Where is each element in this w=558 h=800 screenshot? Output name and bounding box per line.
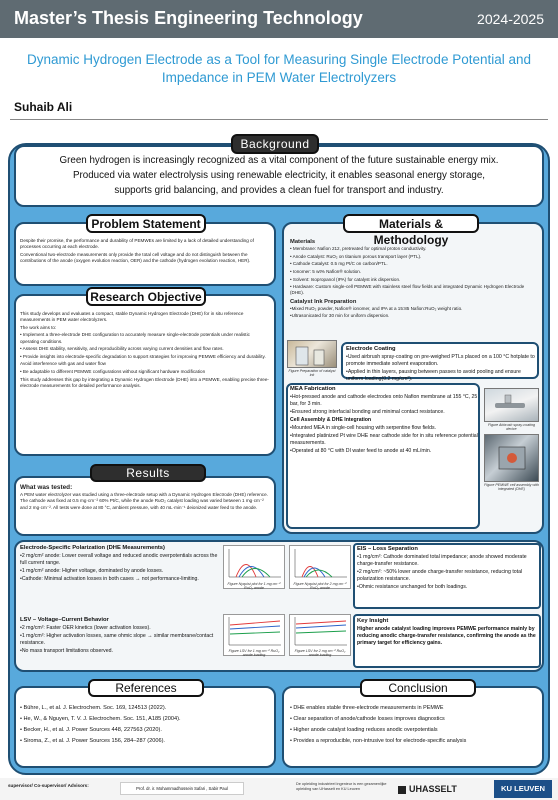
lsv-plot-2 bbox=[290, 615, 350, 649]
cell-assembly-photo bbox=[484, 434, 539, 482]
beaker-icon bbox=[288, 341, 337, 368]
lsv-plot-1 bbox=[224, 615, 284, 649]
nyquist-plot-1 bbox=[224, 546, 284, 582]
cell-assembly-caption: Figure PEMWE cell assembly with integrated (DHE) bbox=[484, 483, 539, 492]
materials-heading: Materials & Methodology bbox=[343, 214, 479, 233]
academic-year: 2024-2025 bbox=[477, 11, 544, 27]
objective-text: This study develops and evaluates a compact, stable Dynamic Hydrogen Electrode (DHE) for in situ reference measurements in PEM water electrolyzers. The work aims to: • Implement a three-electrode DHE configuration to accurately measure single-electrode potentials under realistic operating conditions. • Assess DHE stability, sensitivity, and reproducibility across varying current densities and flow rates. • Provide insights into electrode-specific degradation to support strategies for improving PEMWE efficiency and durability. Avoid interference with gas and water flow • Be adaptable to different PEMWE configurations without significant hardware modification This study addresses this gap by integrating a Dynamic Hydrogen Electrode (DHE) into a PEMWE, enabling precise three-electrode measurements for detailed performance analysis. bbox=[20, 311, 269, 388]
airbrush-icon bbox=[485, 389, 539, 422]
catalyst-ink-photo bbox=[287, 340, 337, 368]
background-text: Green hydrogen is increasingly recognized as a vital component of the future sustainable energy mix. Produced via water electrolysis using renewable electricity, it enables seasonal energy storage, supports grid balancing, and provides a clean fuel for transport and industry. bbox=[59, 155, 499, 196]
airbrush-photo bbox=[484, 388, 539, 422]
lsv-caption-1: Figure LSV for 1 mg cm⁻² RuO₂ anode loading bbox=[228, 649, 280, 658]
footer bbox=[0, 778, 558, 800]
mea-fabrication-text: MEA Fabrication •Hot-pressed anode and cathode electrodes onto Nafion membrane at 155 °C, 25 bar, for 3 min. •Ensured strong interfacial bonding and minimal contact resistance. Cell Assembly & DHE Integration •Mounted MEA in single-cell housing with serpentine flow fields. •Integrated platinized Pt wire DHE near cathode side for in situ reference potential measurements. •Operated at 80 °C with DI water feed to anode at 40 mL/min. bbox=[290, 386, 478, 454]
program-title: Master’s Thesis Engineering Technology bbox=[14, 8, 363, 28]
uhasselt-mark-icon bbox=[398, 786, 406, 794]
key-insight-text: Key Insight Higher anode catalyst loading improves PEMWE performance mainly by reducing anodic charge-transfer resistance, confirming the anode as the primary target for efficiency gains. bbox=[357, 618, 536, 646]
eis-text: EIS – Loss Separation •1 mg/cm²: Cathode dominated total impedance; anode showed moderate charge-transfer resistance. •2 mg/cm²: ~50% lower anode charge-transfer resistance, reducing total polarization resistance. •Ohmic resistance unchanged for both loadings. bbox=[357, 546, 527, 590]
references-heading: References bbox=[88, 679, 204, 697]
problem-statement-heading: Problem Statement bbox=[86, 214, 206, 233]
conclusion-list: • DHE enables stable three-electrode measurements in PEMWE • Clear separation of anode/cathode losses improves diagnostics • Higher anode catalyst loading reduces anodic overpotentials • Provides a reproducible, non-intrusive tool for electrode-specific analysis bbox=[290, 705, 467, 744]
lsv-caption-2: Figure LSV for 2 mg cm⁻² RuO₂ anode loading bbox=[294, 649, 346, 658]
poster-title: Dynamic Hydrogen Electrode as a Tool for Measuring Single Electrode Potential and Impedance in PEM Water Electrolyzers bbox=[26, 52, 532, 85]
nyquist-caption-1: Figure Nyquist plot for 1 mg cm⁻² RuO₂ anode bbox=[227, 582, 281, 591]
kuleuven-logo: KU LEUVEN bbox=[494, 780, 552, 798]
nyquist-caption-2: Figure Nyquist plot for 2 mg cm⁻² RuO₂ anode bbox=[293, 582, 347, 591]
catalyst-ink-caption: Figure Preparation of catalyst ink bbox=[288, 369, 336, 378]
author-name: Suhaib Ali bbox=[14, 100, 73, 114]
airbrush-caption: Figure Airbrush spray-coating device bbox=[487, 423, 535, 432]
results-heading: Results bbox=[90, 464, 206, 482]
lsv-text: LSV – Voltage–Current Behavior •2 mg/cm²: Faster OER kinetics (lower activation losses). •1 mg/cm²: Higher activation losses, same ohmic slope → similar membrane/contact resistance. •No mass transport limitations observed. bbox=[20, 617, 214, 654]
conclusion-heading: Conclusion bbox=[360, 679, 476, 697]
supervisors-label: supervisor/ Co-supervisor/ Advisors: bbox=[8, 783, 89, 788]
materials-list: Materials • Membrane: Nafion 212, pretreated for optimal proton conductivity. • Anode Catalyst: RuO₂ on titanium porous transport layer (PTL). • Cathode Catalyst: 0.5 mg Pt/C on carbon/PTL. • Ionomer: 5 wt% Nafion® solution. • Solvent: Isopropanol (IPA) for catalyst ink dispersion. • Hardware: Custom single-cell PEMWE with stainless steel flow fields and integrated Dynamic Hydrogen Electrode (DHE). Catalyst Ink Preparation •Mixed RuO₂ powder, Nafion® ionomer, and IPA at a 15:85 Nafion:RuO₂ weight ratio. •Ultrasonicated for 30 min for uniform dispersion. bbox=[290, 239, 525, 319]
lsv-chart-2 bbox=[289, 614, 351, 656]
nyquist-chart-2 bbox=[289, 545, 351, 589]
electrode-coating-text: Electrode Coating •Used airbrush spray-coating on pre-weighed PTLs placed on a 100 °C hotplate to promote immediate solvent evaporation. •Applied in thin layers, pausing between passes to avoid pooling and ensure uniform loading(0.2 mg/cm²). bbox=[346, 346, 535, 382]
problem-text: Despite their promise, the performance and durability of PEMWEs are limited by a lack of detailed understanding of processes occurring at each electrode. Conventional two-electrode measurements only provide the total cell voltage and do not distinguish between the contributions of the anode (oxygen evolution reaction, OER) and the cathode (hydrogen evolution reaction, HER). bbox=[20, 238, 254, 263]
nyquist-plot-2 bbox=[290, 546, 350, 582]
references-list: • Bühre, L., et al. J. Electrochem. Soc. 169, 124513 (2022). • He, W., & Nguyen, T. V. J. Electrochem. Soc. 151, A185 (2004). • Becker, H., et al. J. Power Sources 448, 227563 (2020). • Siroma, Z., et al. J. Power Sources 156, 284–287 (2006). bbox=[20, 705, 181, 744]
uhasselt-logo: UHASSELT bbox=[398, 781, 458, 797]
joint-program-note: De opleiding industrieel ingenieur is een gezamenlijke opleiding van UHasselt en KU Leuven bbox=[296, 782, 387, 791]
header-bar bbox=[0, 0, 558, 38]
supervisor-names: Prof. dr. ir. Mohammadhossein Safari , Sabir Paul bbox=[120, 782, 244, 795]
research-objective-heading: Research Objective bbox=[86, 287, 206, 306]
lsv-chart-1 bbox=[223, 614, 285, 656]
background-heading: Background bbox=[231, 134, 319, 154]
polarization-text: Electrode-Specific Polarization (DHE Measurements) •2 mg/cm² anode: Lower overall voltage and reduced anodic overpotentials across the full current range. •1 mg/cm² anode: Higher voltage, dominated by anode losses. •Cathode: Minimal activation losses in both cases → not performance-limiting. bbox=[20, 545, 218, 582]
cell-icon bbox=[485, 435, 539, 482]
what-was-tested-text: What was tested: A PEM water electrolyzer was studied using a three-electrode setup with a Dynamic Hydrogen Electrode (DHE) reference. The cathode was fixed at 0.5 mg·cm⁻² 60% Pt/C, while the anode RuO₂ catalyst loading was varied between 1 mg·cm⁻² and 2 mg·cm⁻². All tests were done at 80 °C, ambient pressure, with 40 mL·min⁻¹ deionized water feed to the anode. bbox=[20, 484, 268, 510]
divider bbox=[10, 119, 548, 120]
nyquist-chart-1 bbox=[223, 545, 285, 589]
